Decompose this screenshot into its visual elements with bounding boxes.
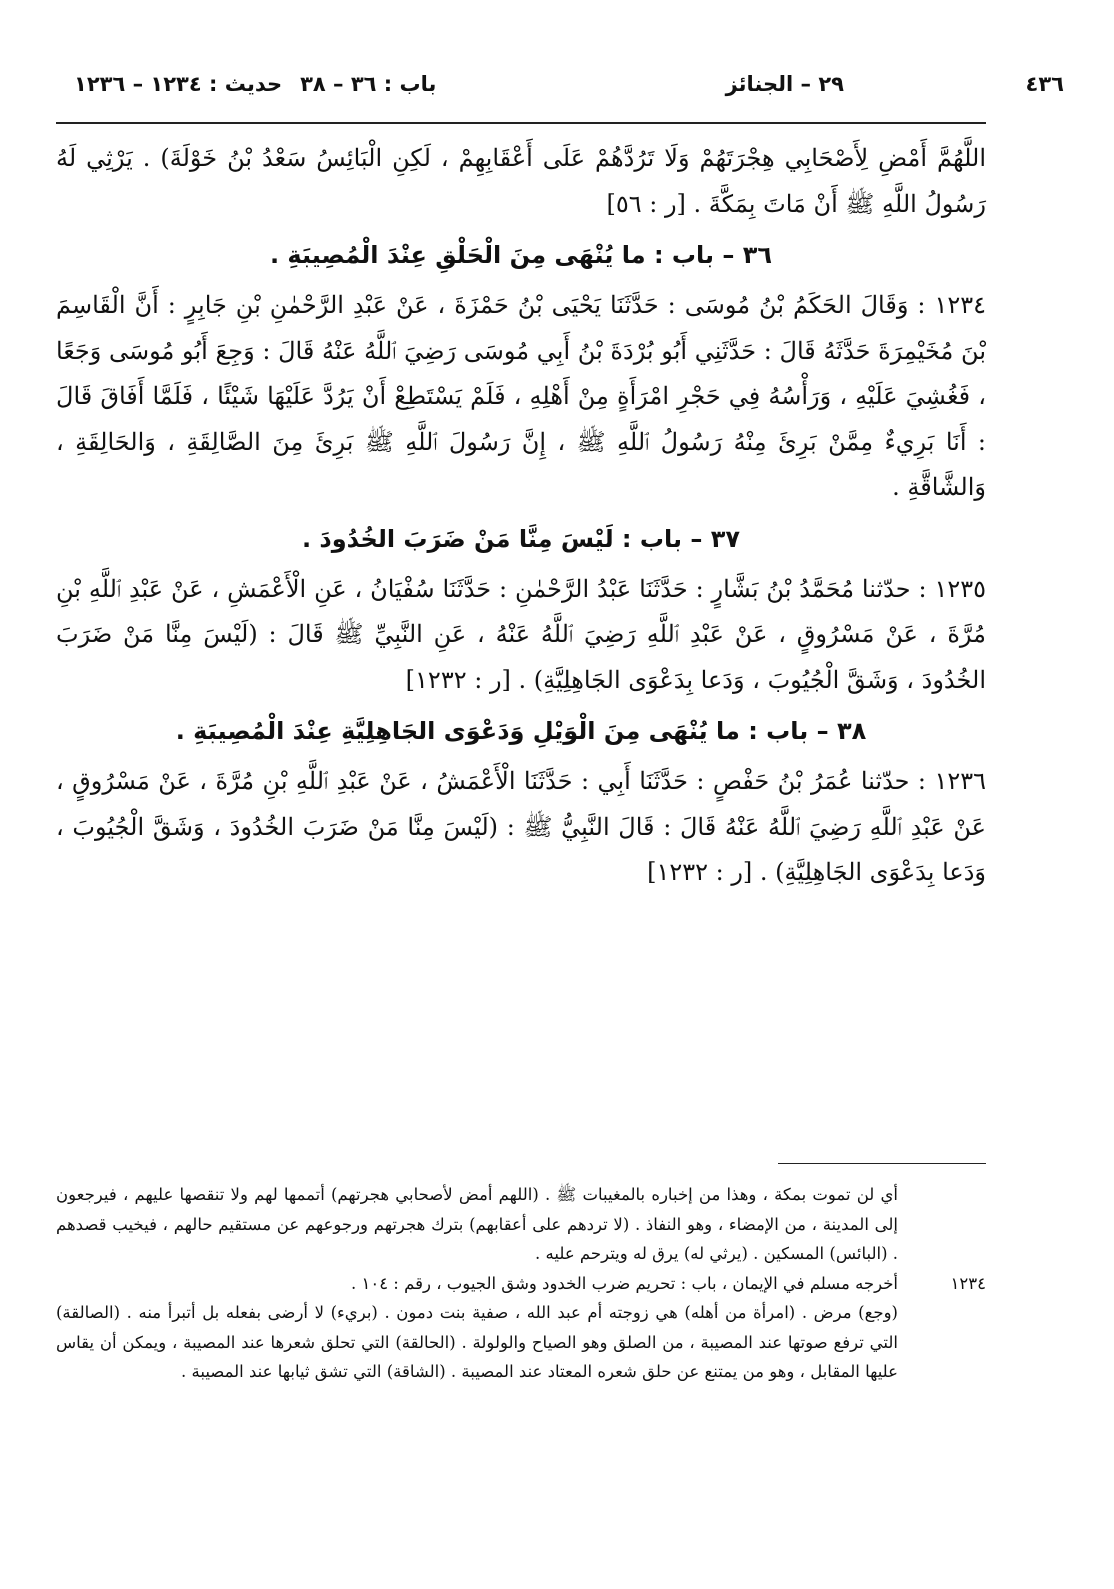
hadith-1235: ١٢٣٥ : حدّثنا مُحَمَّدُ بْنُ بَشَّارٍ : حَدَّثَنَا عَبْدُ الرَّحْمٰنِ : حَدَّثَنَا سُفْيَانُ ، عَنِ الْأَعْمَشِ ، عَنْ عَبْدِ ٱللَّهِ بْنِ مُرَّةَ ، عَنْ مَسْرُوقٍ ، عَنْ عَبْدِ ٱللَّهِ رَضِيَ ٱللَّهُ عَنْهُ ، عَنِ النَّبِيِّ ﷺ قَالَ : (لَيْسَ مِنَّا مَنْ ضَرَبَ الخُدُودَ ، وَشَقَّ الْجُيُوبَ ، وَدَعا بِدَعْوَى الجَاهِلِيَّةِ) . [ر : ١٢٣٢] [56,574,986,694]
page-header [56,72,1064,106]
chapter-38-title: ٣٨ – باب : ما يُنْهَى مِنَ الْوَيْلِ وَدَعْوَى الجَاهِلِيَّةِ عِنْدَ الْمُصِيبَةِ . [175,717,867,745]
hadith-range: حديث : ١٢٣٤ – ١٢٣٦ [74,72,283,96]
chapter-37-title: ٣٧ – باب : لَيْسَ مِنَّا مَنْ ضَرَبَ الخُدُودَ . [301,524,741,553]
continuation-paragraph: اللَّهُمَّ أَمْضِ لِأَصْحَابِي هِجْرَتَهُمْ وَلَا تَرُدَّهُمْ عَلَى أَعْقَابِهِمْ ، لَكِنِ الْبَائِسُ سَعْدُ بْنُ خَوْلَةَ) . يَرْثِي لَهُ رَسُولُ اللَّهِ ﷺ أَنْ مَاتَ بِمَكَّةَ . [ر : ٥٦] [56,144,986,218]
chapter-36-title: ٣٦ – باب : ما يُنْهَى مِنَ الْحَلْقِ عِنْدَ الْمُصِيبَةِ . [269,241,773,269]
footnote-1234 [56,1269,986,1299]
hadith-1236: ١٢٣٦ : حدّثنا عُمَرُ بْنُ حَفْصٍ : حَدَّثَنَا أَبِي : حَدَّثَنَا الْأَعْمَشُ ، عَنْ عَبْدِ ٱللَّهِ بْنِ مُرَّةَ ، عَنْ مَسْرُوقٍ ، عَنْ عَبْدِ ٱللَّهِ رَضِيَ ٱللَّهُ عَنْهُ قَالَ : قَالَ النَّبِيُّ ﷺ : (لَيْسَ مِنَّا مَنْ ضَرَبَ الخُدُودَ ، وَشَقَّ الْجُيُوبَ ، وَدَعا بِدَعْوَى الجَاهِلِيَّةِ) . [ر : ١٢٣٢] [56,767,986,886]
footnote-1234-gloss: (وجع) مرض . (امرأة من أهله) هي زوجته أم عبد الله ، صفية بنت دمون . (بريء) لا أرضى بفعله بل أتبرأ منه . (الصالقة) التي ترفع صوتها عند المصيبة ، من الصلق وهو الصياح والولولة . (الحالقة) التي تحلق شعرها عند المصيبة ، ويمكن أن يقاس عليها المقابل ، وهو من يمتنع عن حلق شعره المعتاد عند المصيبة . (الشاقة) التي تشق ثيابها عند المصيبة . [56,1303,898,1381]
main-text [56,136,986,896]
page-number: ٤٣٦ [1025,72,1064,96]
footnote-rule [778,1163,986,1164]
header-rule [56,122,986,124]
header-reference [56,72,436,96]
footnote-number: ١٢٣٤ [950,1273,986,1293]
footnote-source: أخرجه مسلم في الإيمان ، باب : تحريم ضرب الخدود وشق الجيوب ، رقم : ١٠٤ . [350,1273,898,1293]
footnote-previous: أي لن تموت بمكة ، وهذا من إخباره بالمغيبات ﷺ . (اللهم أمض لأصحابي هجرتهم) أتممها لهم ولا تنقصها عليهم ، فيرجعون إلى المدينة ، من الإمضاء ، وهو النفاذ . (لا تردهم على أعقابهم) بترك هجرتهم ورجوعهم عن مستقيم حالهم ، فيخيب قصدهم . (البائس) المسكين . (يرثي له) يرق له ويترحم عليه . [56,1185,898,1263]
chapter-name: ٢٩ – الجنائز [725,72,844,96]
hadith-1234: ١٢٣٤ : وَقَالَ الحَكَمُ بْنُ مُوسَى : حَدَّثَنَا يَحْيَى بْنُ حَمْزَةَ ، عَنْ عَبْدِ الرَّحْمٰنِ بْنِ جَابِرٍ : أَنَّ الْقَاسِمَ بْنَ مُخَيْمِرَةَ حَدَّثَهُ قَالَ : حَدَّثَنِي أَبُو بُرْدَةَ بْنُ أَبِي مُوسَى رَضِيَ ٱللَّهُ عَنْهُ قَالَ : وَجِعَ أَبُو مُوسَى وَجَعًا ، فَغُشِيَ عَلَيْهِ ، وَرَأْسُهُ فِي حَجْرِ امْرَأَةٍ مِنْ أَهْلِهِ ، فَلَمْ يَسْتَطِعْ أَنْ يَرُدَّ عَلَيْهَا شَيْئًا ، فَلَمَّا أَفَاقَ قَالَ : أَنَا بَرِيءٌ مِمَّنْ بَرِئَ مِنْهُ رَسُولُ ٱللَّهِ ﷺ ، إِنَّ رَسُولَ ٱللَّهِ ﷺ بَرِئَ مِنَ الصَّالِقَةِ ، وَالحَالِقَةِ ، وَالشَّاقَّةِ . [56,291,987,501]
bab-range: باب : ٣٦ – ٣٨ [300,72,437,96]
footnotes [56,1180,986,1387]
